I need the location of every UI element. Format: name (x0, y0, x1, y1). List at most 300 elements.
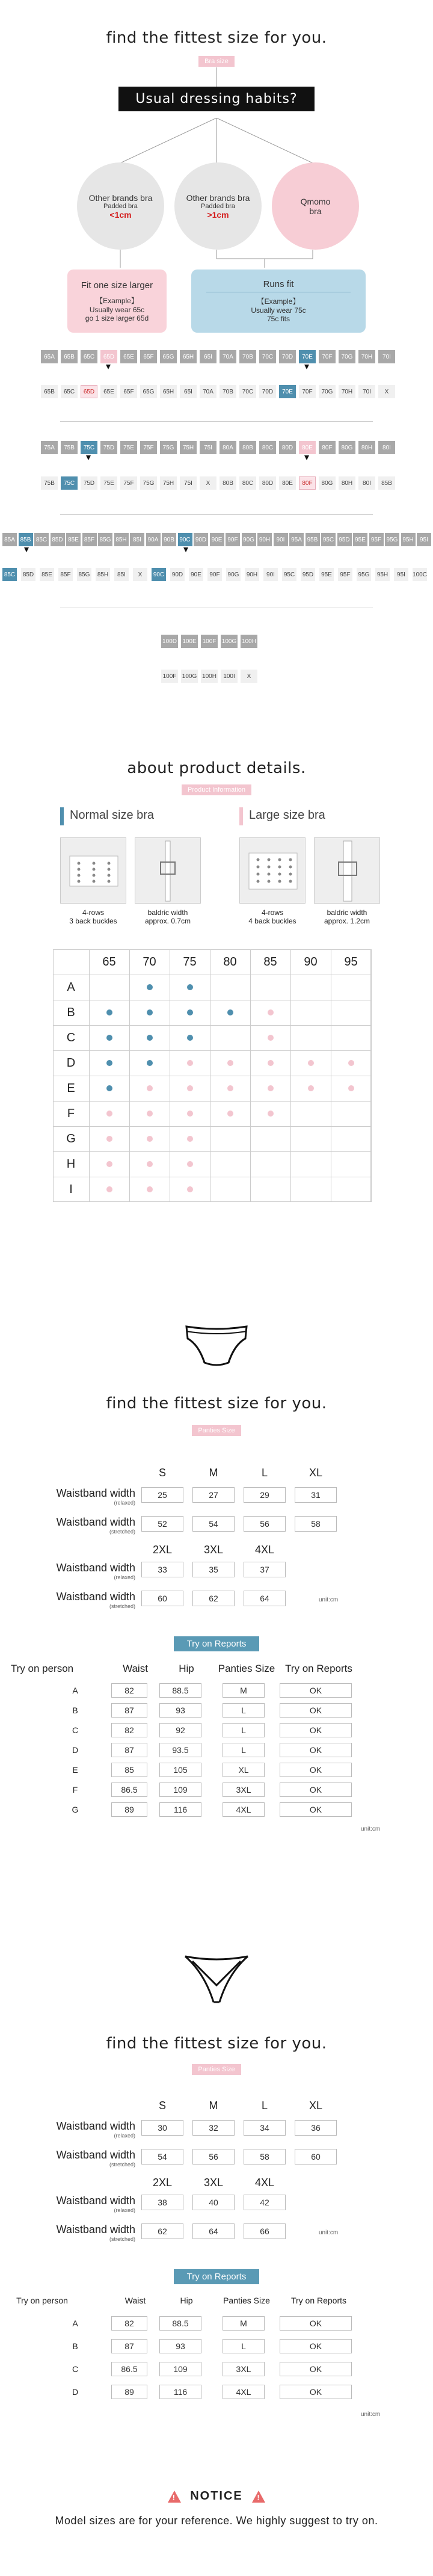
waistband-relaxed-label (30, 2120, 135, 2139)
report-cell: 82 (111, 1723, 147, 1737)
report-cell: OK (280, 2385, 352, 2399)
size-available-dot (106, 1060, 112, 1066)
size-available-dot (106, 1186, 112, 1192)
size-chip: 80B (239, 441, 256, 454)
matrix-col-header: 75 (183, 955, 197, 969)
size-chip: 85I (130, 533, 144, 546)
size-chip: 75D (81, 476, 97, 490)
circle-line1: Qmomo (300, 196, 331, 206)
down-arrow-icon (24, 547, 29, 552)
size-chip: 90F (207, 568, 222, 581)
report-cell: OK (280, 1783, 352, 1797)
size-chip: 80E (279, 476, 296, 490)
size-available-dot (227, 1009, 233, 1015)
report-cell: 82 (111, 2316, 147, 2331)
waistband-stretched-label (30, 2223, 135, 2242)
size-chip: 85E (40, 568, 54, 581)
waistband-relaxed-label (30, 1487, 135, 1506)
size-chip: 90I (274, 533, 288, 546)
size-chip: 80H (358, 441, 375, 454)
report-cell: 93 (159, 2339, 201, 2353)
report-cell: OK (280, 1763, 352, 1777)
box-line1: Usually wear 75c (251, 306, 306, 315)
size-value-cell: 33 (141, 1562, 183, 1577)
waistband-sub: (relaxed) (114, 2207, 135, 2213)
size-chip: 90F (226, 533, 240, 546)
size-chip: 85G (77, 568, 91, 581)
report-cell: 3XL (223, 1783, 265, 1797)
size-chip: 70A (200, 385, 216, 398)
notice-text: Model sizes are for your reference. We highly suggest to try on. (55, 2515, 378, 2527)
size-chip: 85D (51, 533, 65, 546)
size-available-dot (147, 1136, 153, 1142)
waistband-stretched-label (30, 1591, 135, 1609)
size-available-dot (147, 1009, 153, 1015)
report-person: G (72, 1805, 79, 1814)
matrix-row-header: F (67, 1107, 75, 1120)
size-available-dot (147, 1111, 153, 1117)
report-col-header: Try on person (10, 1663, 74, 1674)
report-person: A (72, 1686, 78, 1695)
report-col-header: Waist (123, 1663, 148, 1674)
size-value-cell: 58 (244, 2149, 286, 2165)
report-cell: XL (223, 1763, 265, 1777)
matrix-col-line (129, 949, 130, 1202)
size-header: XL (309, 2100, 323, 2112)
matrix-row-line (53, 1126, 371, 1127)
size-chip: X (133, 568, 147, 581)
banner-wrap (0, 91, 433, 106)
report-person: C (72, 2364, 79, 2374)
waistband-sub: (relaxed) (114, 1500, 135, 1506)
size-chip: 80A (220, 441, 236, 454)
report-unit-label: unit:cm (361, 1826, 381, 1832)
report-person: F (72, 1785, 78, 1795)
size-value-cell: 37 (244, 1562, 286, 1577)
normal-hook-caption: 4-rows 3 back buckles (69, 908, 117, 925)
normal-size-marker (60, 807, 64, 825)
size-header: M (209, 1467, 218, 1479)
size-value-cell: 56 (244, 1516, 286, 1532)
down-arrow-icon (304, 365, 309, 369)
size-chip: 70C (239, 385, 256, 398)
matrix-row-header: I (69, 1183, 73, 1196)
product-info-tag: Product Information (182, 784, 251, 795)
size-chip: 70C (259, 350, 276, 363)
report-cell: 87 (111, 2339, 147, 2353)
panties1-tag-wrap (0, 1425, 433, 1436)
waistband-sub: (stretched) (109, 2236, 135, 2242)
panties2-title: find the fittest size for you. (106, 2035, 327, 2053)
report-col-header: Try on Reports (285, 1663, 352, 1674)
down-arrow-icon (304, 455, 309, 460)
hook-eye-icon (240, 838, 306, 904)
briefs-icon (180, 1320, 253, 1375)
size-header: M (209, 2100, 218, 2112)
matrix-col-header: 80 (223, 955, 237, 969)
matrix-row-header: D (66, 1056, 76, 1070)
size-chip: 85H (114, 533, 129, 546)
report-cell: OK (280, 1743, 352, 1757)
unit-label: unit:cm (319, 2229, 339, 2236)
matrix-col-header: 85 (263, 955, 277, 969)
size-header: L (261, 1467, 268, 1479)
size-chip: 75G (160, 441, 177, 454)
box-title: Runs fit (263, 279, 294, 289)
size-chip: 100G (221, 635, 238, 648)
size-chip: 85C (34, 533, 49, 546)
size-chip: 80F (319, 441, 336, 454)
normal-strap-caption: baldric width approx. 0.7cm (144, 908, 191, 925)
size-header: 4XL (254, 2177, 275, 2189)
size-chip: 85C (2, 568, 17, 581)
size-chip: X (200, 476, 216, 490)
size-chip: 85B (19, 533, 33, 546)
size-value-cell: 40 (192, 2195, 235, 2210)
size-chip: 70D (259, 385, 276, 398)
circle-line1: Other brands bra (186, 193, 250, 203)
size-chip: 85I (114, 568, 129, 581)
size-value-cell: 64 (192, 2223, 235, 2239)
size-chip: 80B (220, 476, 236, 490)
size-chip: 90E (189, 568, 203, 581)
size-value-cell: 30 (141, 2120, 183, 2136)
waistband-sub: (stretched) (109, 1603, 135, 1609)
report-cell: 92 (159, 1723, 201, 1737)
panties2-tag-wrap (0, 2063, 433, 2075)
report-cell: 82 (111, 1683, 147, 1698)
down-arrow-icon (106, 365, 111, 369)
report-tag-wrap (0, 1636, 433, 1651)
size-available-dot (106, 1085, 112, 1091)
size-chip: 80I (378, 441, 395, 454)
waistband-sub: (stretched) (109, 1529, 135, 1535)
size-chip: 75B (41, 476, 58, 490)
size-chip: 95B (306, 533, 320, 546)
size-value-cell: 62 (192, 1591, 235, 1606)
hook-eye-icon (61, 838, 127, 904)
size-available-dot (187, 1009, 193, 1015)
report-cell: OK (280, 1683, 352, 1698)
matrix-col-line (290, 949, 291, 1202)
matrix-row-header: H (66, 1157, 76, 1171)
size-available-dot (348, 1085, 354, 1091)
strap-icon (135, 838, 201, 904)
matrix-row-line (53, 1101, 371, 1102)
size-available-dot (147, 1060, 153, 1066)
waistband-stretched-label (30, 2149, 135, 2168)
large-hook-caption: 4-rows 4 back buckles (248, 908, 296, 925)
size-chip: 100I (221, 670, 238, 683)
size-value-cell: 64 (244, 1591, 286, 1606)
large-size-marker (239, 807, 243, 825)
size-value-cell: 66 (244, 2223, 286, 2239)
size-value-cell: 60 (141, 1591, 183, 1606)
size-chip: 90E (210, 533, 224, 546)
size-chip: 75D (100, 441, 117, 454)
size-available-dot (147, 1161, 153, 1167)
report-person: B (72, 2341, 78, 2351)
flow-connectors (0, 118, 433, 166)
size-chip: 85D (21, 568, 35, 581)
matrix-row-header: C (66, 1031, 76, 1044)
size-available-dot (308, 1060, 314, 1066)
box-line2: 75c fits (266, 315, 290, 323)
report-tag-wrap (0, 2269, 433, 2284)
waistband-sub: (relaxed) (114, 2133, 135, 2139)
size-chip: 85B (378, 476, 395, 490)
report-cell: OK (280, 1723, 352, 1737)
report-cell: 86.5 (111, 2362, 147, 2376)
report-cell: 88.5 (159, 1683, 201, 1698)
size-header: 3XL (203, 2177, 224, 2189)
size-chip: 85F (58, 568, 73, 581)
size-chip: 100C (413, 568, 427, 581)
report-cell: 93.5 (159, 1743, 201, 1757)
size-chip: 75A (41, 441, 58, 454)
size-chip: 100H (241, 635, 257, 648)
size-value-cell: 35 (192, 1562, 235, 1577)
report-cell: 93 (159, 1703, 201, 1718)
size-chip: 95H (401, 533, 416, 546)
size-chip: 75F (120, 476, 137, 490)
large-hook-image (239, 837, 306, 904)
size-chip: 85F (82, 533, 97, 546)
report-person: D (72, 2387, 79, 2397)
box-line2: go 1 size larger 65d (85, 313, 149, 322)
size-chip: 65A (41, 350, 58, 363)
size-available-dot (187, 1186, 193, 1192)
size-chip: 90H (245, 568, 259, 581)
size-chip: 95C (321, 533, 336, 546)
size-available-dot (268, 1111, 274, 1117)
size-chip: 95E (353, 533, 367, 546)
size-chip: 75E (100, 476, 117, 490)
report-col-header: Waist (124, 2296, 146, 2305)
size-value-cell: 58 (295, 1516, 337, 1532)
waistband-label-text: Waistband width (56, 2223, 135, 2236)
size-chip: 95F (338, 568, 352, 581)
size-available-dot (106, 1161, 112, 1167)
size-value-cell: 54 (192, 1516, 235, 1532)
size-chip: 85E (66, 533, 81, 546)
report-cell: OK (280, 1703, 352, 1718)
size-chip: 65F (120, 385, 137, 398)
size-chip: 80D (279, 441, 296, 454)
matrix-row-header: B (67, 1006, 75, 1019)
size-available-dot (147, 1085, 153, 1091)
report-cell: 89 (111, 1802, 147, 1817)
size-chip: 85H (96, 568, 110, 581)
size-available-dot (187, 1136, 193, 1142)
waistband-label-text: Waistband width (56, 1591, 135, 1603)
report-cell: 85 (111, 1763, 147, 1777)
size-available-dot (268, 1035, 274, 1041)
report-cell: OK (280, 2339, 352, 2353)
large-strap-image (314, 837, 380, 904)
size-chip: 65B (41, 385, 58, 398)
report-person: A (72, 2319, 78, 2328)
waistband-label-text: Waistband width (56, 2195, 135, 2207)
report-cell: 4XL (223, 2385, 265, 2399)
size-available-dot (308, 1085, 314, 1091)
report-cell: L (223, 1703, 265, 1718)
size-chip: 70H (339, 385, 355, 398)
divider (60, 421, 373, 422)
size-header: S (158, 2100, 166, 2112)
report-tag: Try on Reports (174, 1636, 260, 1651)
size-chip: 65C (61, 385, 78, 398)
size-available-dot (268, 1085, 274, 1091)
matrix-col-line (89, 949, 90, 1202)
size-value-cell: 54 (141, 2149, 183, 2165)
size-available-dot (187, 984, 193, 990)
size-available-dot (106, 1111, 112, 1117)
matrix-row-line (53, 1025, 371, 1026)
size-chip: 65E (120, 350, 137, 363)
report-col-header: Try on person (16, 2296, 68, 2305)
unit-label: unit:cm (319, 1597, 339, 1603)
circle-line2: Padded bra (103, 202, 138, 210)
size-chip: 65E (100, 385, 117, 398)
size-chip: 70G (319, 385, 336, 398)
report-cell: L (223, 1723, 265, 1737)
size-chip: 70G (339, 350, 355, 363)
size-chip: 80F (299, 476, 316, 490)
matrix-row-header: A (67, 981, 75, 994)
report-cell: 87 (111, 1743, 147, 1757)
report-col-header: Try on Reports (290, 2296, 347, 2305)
size-chip: 90C (152, 568, 166, 581)
notice-header (0, 2489, 433, 2503)
report-cell: 109 (159, 2362, 201, 2376)
size-chip: 100D (161, 635, 178, 648)
bra-size-tag: Bra size (198, 56, 235, 67)
report-col-header: Panties Size (223, 2296, 270, 2305)
waistband-relaxed-label (30, 2195, 135, 2213)
size-chip: 75C (61, 476, 78, 490)
report-cell: 116 (159, 2385, 201, 2399)
size-chip: 90D (170, 568, 185, 581)
size-available-dot (106, 1035, 112, 1041)
matrix-row-line (53, 1050, 371, 1051)
box-runs-fit (191, 270, 366, 333)
report-cell: 87 (111, 1703, 147, 1718)
report-unit-label: unit:cm (361, 2411, 381, 2418)
size-chip: 70F (299, 385, 316, 398)
size-chip: 75G (140, 476, 157, 490)
size-chip: 95I (394, 568, 408, 581)
size-chip: 75F (140, 441, 157, 454)
normal-hook-image (60, 837, 126, 904)
size-header: XL (309, 1467, 323, 1479)
size-chip: 100G (181, 670, 198, 683)
report-cell: OK (280, 1802, 352, 1817)
size-chip: 95H (375, 568, 390, 581)
report-cell: 86.5 (111, 1783, 147, 1797)
circle-line2: Padded bra (201, 202, 235, 210)
matrix-row-line (53, 1151, 371, 1152)
report-cell: 105 (159, 1763, 201, 1777)
size-chip: 95E (319, 568, 334, 581)
report-tag: Try on Reports (174, 2269, 260, 2284)
size-chip: 80C (239, 476, 256, 490)
size-available-dot (187, 1035, 193, 1041)
size-value-cell: 38 (141, 2195, 183, 2210)
report-cell: OK (280, 2316, 352, 2331)
size-chip: 90C (178, 533, 192, 546)
size-chip: 100E (181, 635, 198, 648)
size-value-cell: 52 (141, 1516, 183, 1532)
size-chip: 90A (146, 533, 161, 546)
circle-other-brands-gt1 (174, 162, 262, 250)
size-available-dot (227, 1060, 233, 1066)
size-chip: 85A (2, 533, 17, 546)
circle-line1: Other brands bra (88, 193, 153, 203)
size-value-cell: 27 (192, 1487, 235, 1503)
normal-strap-image (135, 837, 201, 904)
report-person: B (72, 1706, 78, 1715)
waistband-sub: (relaxed) (114, 1574, 135, 1580)
size-value-cell: 60 (295, 2149, 337, 2165)
size-chip: 95I (417, 533, 431, 546)
product-details-title: about product details. (127, 759, 306, 777)
waistband-sub: (stretched) (109, 2162, 135, 2168)
panties1-tag: Panties Size (192, 1425, 241, 1436)
size-chip: 70E (279, 385, 296, 398)
size-available-dot (268, 1060, 274, 1066)
size-header: L (261, 2100, 268, 2112)
report-cell: L (223, 2339, 265, 2353)
notice-title: NOTICE (190, 2489, 243, 2503)
size-chip: 80H (339, 476, 355, 490)
size-chip: 75E (120, 441, 137, 454)
size-available-dot (187, 1111, 193, 1117)
size-value-cell: 25 (141, 1487, 183, 1503)
size-chip: 75C (81, 441, 97, 454)
size-chip: 70H (358, 350, 375, 363)
waistband-label-text: Waistband width (56, 1562, 135, 1574)
waistband-label-text: Waistband width (56, 1516, 135, 1528)
large-strap-caption: baldric width approx. 1.2cm (324, 908, 370, 925)
matrix-col-header: 70 (143, 955, 156, 969)
size-chip: 90B (162, 533, 176, 546)
report-col-header: Hip (180, 2296, 193, 2305)
size-header: 4XL (254, 1544, 275, 1556)
size-available-dot (227, 1085, 233, 1091)
matrix-col-header: 65 (102, 955, 116, 969)
size-available-dot (147, 1186, 153, 1192)
circle-line2: bra (309, 206, 322, 216)
size-value-cell: 34 (244, 2120, 286, 2136)
size-chip: 70E (299, 350, 316, 363)
size-chip: 65G (160, 350, 177, 363)
circle-qmomo-bra (272, 162, 359, 250)
size-chip: 80I (358, 476, 375, 490)
size-chip: 95F (369, 533, 384, 546)
divider (60, 514, 373, 515)
report-cell: OK (280, 2362, 352, 2376)
size-header: 2XL (152, 2177, 173, 2189)
panties1-title: find the fittest size for you. (106, 1394, 327, 1413)
size-available-dot (147, 984, 153, 990)
matrix-col-line (250, 949, 251, 1202)
size-chip: 80C (259, 441, 276, 454)
size-chip: 75I (180, 476, 197, 490)
size-chip: 65D (100, 350, 117, 363)
size-chip: 70F (319, 350, 336, 363)
waistband-relaxed-label (30, 1562, 135, 1580)
